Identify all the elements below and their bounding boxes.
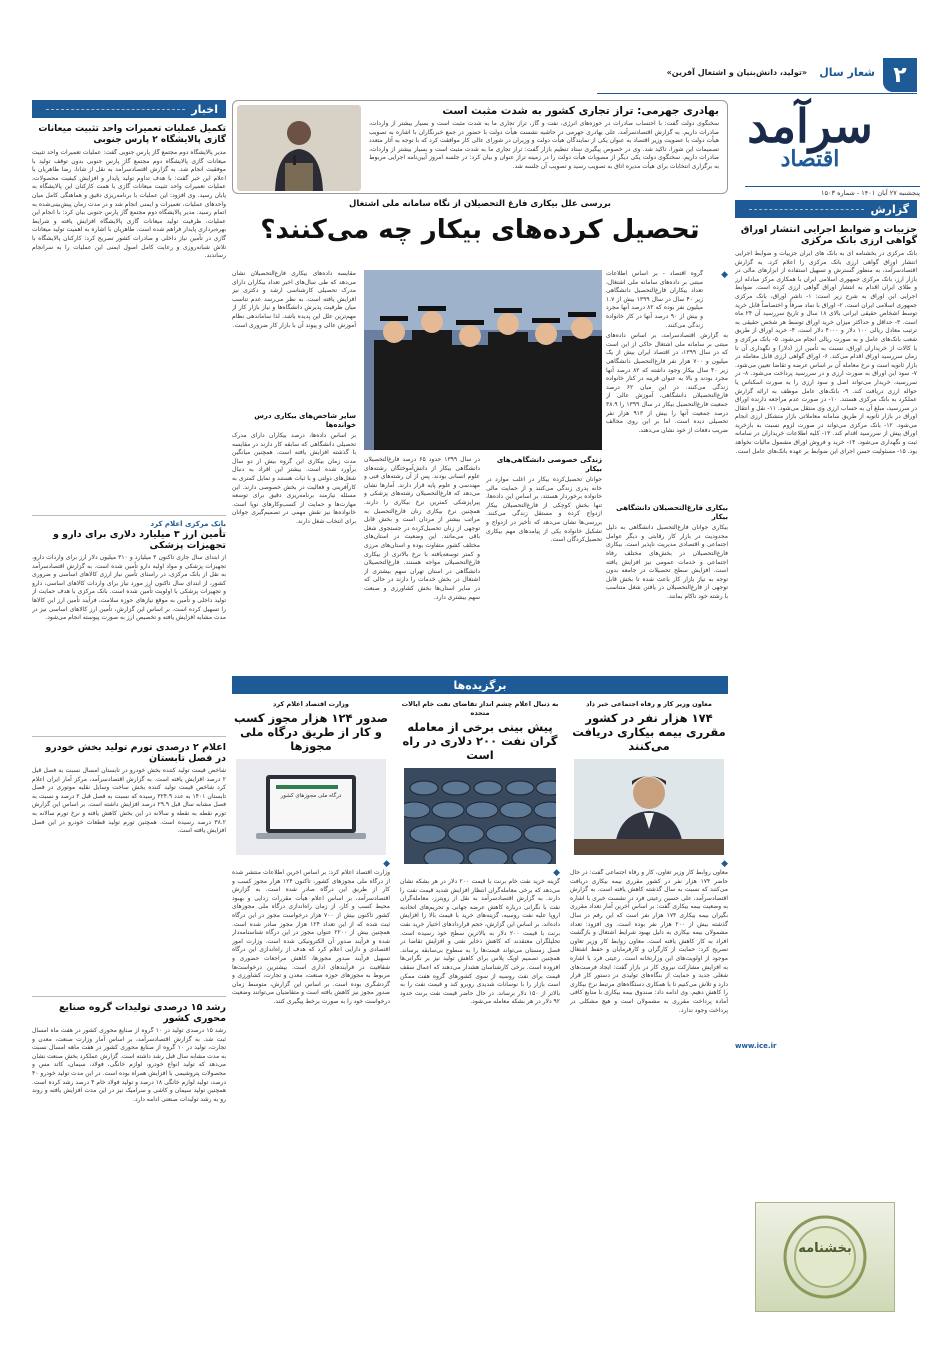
news-story-2-body: از ابتدای سال جاری تاکنون ۳ میلیارد و ۳۱۰ میلیون دلار ارز برای واردات دارو، تجهیزات پزشکی و مواد اولیه دارو تأمین شده است. به گزارش اقتصادسرآمد به نقل از بانک مرکزی، در راستای تأمین نیاز ارزی کالاهای اساسی و ضروری کشور، از ابتدای سال تاکنون ارز مورد نیاز برای واردات کالاهای اساسی، دارو و تجهیزات پزشکی با اولویت تأمین شده است. بانک مرکزی با هدف حمایت از تولید داخلی و تأمین به موقع نیازهای حوزه سلامت، فرآیند تأمین ارز این کالاها را تسهیل کرده است. بر اساس این گزارش، تأمین ارز کالاهای اساسی نیز در مدت مشابه افزایش یافته و تخصیص ارز به صورت پیوسته انجام می‌شود. <box>32 554 226 622</box>
news-story-3-body: شاخص قیمت تولید کننده بخش خودرو در تابستان امسال نسبت به فصل قبل ۲ درصد افزایش یافته است. به گزارش اقتصادسرآمد، مرکز آمار ایران اعلام کرد شاخص قیمت تولید کننده بخش ساخت وسایل نقلیه موتوری در فصل تابستان ۱۴۰۱ به عدد ۳۲۴.۹ رسیده که نسبت به فصل قبل ۲ درصد و نسبت به فصل مشابه سال قبل ۲۹.۹ درصد افزایش داشته است. بر اساس این گزارش تورم نقطه به نقطه و سالانه در این بخش کاهش یافته و نرخ تورم سالانه به ۳۸.۲ درصد رسیده است. همچنین تورم تولید قطعات خودرو در این فصل افزایش یافته است. <box>32 767 226 835</box>
brand-mark-icon: ◆ <box>553 868 560 878</box>
divider <box>32 996 226 997</box>
feature-subhead-2: زندگی خصوصی دانشگاهی‌های بیکار <box>496 456 602 473</box>
news-story-3 <box>32 742 226 992</box>
slogan-text: «تولید، دانش‌بنیان و اشتغال آفرین» <box>666 68 807 77</box>
feature-article <box>232 200 728 670</box>
news-story-4-title: رشد ۱۵ درصدی تولیدات گروه صنایع محوری کشور <box>58 1002 226 1024</box>
feature-body-2: بیکاری جوانان فارغ‌التحصیل دانشگاهی به دلیل محدودیت در بازار کار رقابتی و دیگر عوامل اجتماعی و اقتصادی مدیریت ناپذیر است. بیکاری فارغ‌التحصیلان در بخش‌های مختلف رفاه اجتماعی و خدمات عمومی نیز افزایش یافته است. افزایش سطح تحصیلات در جامعه بدون توجه به نیاز بازار کار باعث شده تا بخش قابل توجهی از فارغ‌التحصیلان در یافتن شغل متناسب با رشته خود ناکام بمانند. <box>606 524 728 600</box>
oil-barrels-illustration <box>404 768 556 864</box>
speaker-illustration <box>237 105 361 191</box>
report-title: جزییات و ضوابط اجرایی انتشار اوراق گواهی ارزی بانک مرکزی <box>740 224 917 246</box>
highlight-1-body: معاون روابط کار وزیر تعاون، کار و رفاه اجتماعی گفت: در حال حاضر ۱۷۴ هزار نفر در کشور مقرری بیمه بیکاری دریافت می‌کنند که نسبت به سال گذشته کاهش یافته است. به گزارش اقتصادسرآمد، علی حسین رعیتی فرد در نشست خبری با اشاره به وضعیت بیمه بیکاری گفت: بر اساس آخرین آمار تعداد مقرری بگیران بیمه بیکاری ۱۷۴ هزار نفر است که این رقم در سال گذشته بیش از ۲۰۰ هزار نفر بوده است. وی افزود: تعداد مشمولان بیمه بیکاری به دلیل بهبود شرایط اشتغال و بازگشت افراد به کار کاهش یافته است. معاون روابط کار وزیر تعاون تصریح کرد: حمایت از کارگران و کارفرمایان و حفظ اشتغال موجود از اولویت‌های این وزارتخانه است. رعیتی فرد با اشاره به افزایش مشارکت نیروی کار در بازار گفت: ایجاد فرصت‌های شغلی جدید و حمایت از بنگاه‌های تولیدی در دستور کار قرار دارد و تلاش می‌کنیم تا با همکاری دستگاه‌های مرتبط نرخ بیکاری را کاهش دهیم. وی ادامه داد: صندوق بیمه بیکاری با منابع کافی آماده پرداخت مقرری به مشمولان است و هیچ مشکلی در پرداخت وجود ندارد. <box>570 869 728 1014</box>
feature-photo <box>364 270 602 450</box>
highlight-2 <box>400 700 560 1316</box>
report-header-label: گزارش <box>870 202 909 216</box>
feature-subhead-1: بیکاری فارغ‌التحصیلان دانشگاهی بیکار <box>616 504 728 522</box>
feature-col-left <box>232 270 356 665</box>
highlight-3-body: وزارت اقتصاد اعلام کرد: بر اساس آخرین اطلاعات منتشر شده از درگاه ملی مجوزهای کشور، تاکنون ۱۲۴ هزار مجوز کسب و کار از طریق این درگاه صادر شده است. به گزارش اقتصادسرآمد، بر اساس اعلام هیأت مقررات زدایی و بهبود محیط کسب و کار، از زمان راه‌اندازی درگاه ملی مجوزهای کشور تاکنون بیش از ۷۰۰ هزار درخواست مجوز در این درگاه ثبت شده که از این تعداد ۱۲۴ هزار مجوز صادر شده است. همچنین بیش از ۲۲۰۰ عنوان مجوز در این درگاه شناسنامه‌دار شده و فرآیند صدور آن الکترونیکی شده است. وزارت امور اقتصادی و دارایی اعلام کرد که هدف از راه‌اندازی این درگاه تسهیل فرآیند صدور مجوزها، کاهش مراجعات حضوری و شفافیت در فرآیندهای اداری است. بیشترین درخواست‌ها مربوط به مجوزهای حوزه صنعت، معدن و تجارت، کشاورزی و گردشگری بوده است. بر اساس این گزارش، متوسط زمان صدور مجوز نیز کاهش یافته است و متقاضیان می‌توانند وضعیت درخواست خود را به صورت برخط پیگیری کنند. <box>232 869 390 1005</box>
ornament-icon <box>780 1212 870 1302</box>
feature-col-right <box>606 270 728 665</box>
report-site: www.ice.ir <box>735 1042 777 1050</box>
news-header <box>32 100 226 118</box>
feature-body-1: به گزارش اقتصادسرآمد، بر اساس داده‌های مبتنی بر سامانه ملی اشتغال حاکی از این است که در سال ۱۳۹۹، در اقتصاد ایران بیش از یک میلیون و ۷۰۰ هزار نفر فارغ‌التحصیل دانشگاهی زیر ۴۰ سال بیکار وجود داشته که ۸۲ درصد آنها مجرد بودند و بالا به عنوان قرینه در کنار خانواده زندگی می‌کنند. در این میان ۶۲ درصد فارغ‌التحصیلان دانشگاهی، آموزش عالی از جمعیت فارغ‌التحصیل بیکار در سال ۱۳۹۹ را ۳۸.۹ درصد جمعیت آنها را بیش از ۹۱۳ هزار نفر تحصیلی دیده است. اما بر این روی مخالف ضریب دفعات از خود نشان می‌دهند. <box>606 332 728 434</box>
highlight-1-kicker: معاون وزیر کار و رفاه اجتماعی خبر داد <box>586 700 712 708</box>
divider <box>32 736 226 737</box>
news-story-2 <box>32 520 226 730</box>
logo <box>735 100 885 186</box>
feature-col-mid <box>364 456 602 665</box>
highlight-3 <box>232 700 390 1316</box>
brand-mark-icon: ◆ <box>721 270 728 280</box>
feature-title: تحصیل کرده‌های بیکار چه می‌کنند؟ <box>260 215 700 245</box>
highlight-3-photo <box>236 759 386 855</box>
top-story-photo <box>237 105 361 191</box>
news-story-1-body: مدیر پالایشگاه دوم مجتمع گاز پارس جنوبی گفت: عملیات تعمیرات واحد تثبیت میعانات گازی پالایشگاه دوم مجتمع گاز پارس جنوبی بدون توقف تولید با موفقیت انجام شد. به گزارش اقتصادسرآمد به نقل از شانا، رضا طاهریان با اعلام این خبر گفت: با هدف تداوم تولید پایدار و افزایش کیفیت محصولات، عملیات تعمیرات واحد تثبیت میعانات گازی با همت کارکنان این پالایشگاه به پایان رسید. وی افزود: این عملیات با برنامه‌ریزی دقیق و هماهنگی کامل میان واحدهای عملیات، تعمیرات و ایمنی انجام شد و در مدت زمان پیش‌بینی‌شده به اتمام رسید. مدیر پالایشگاه دوم مجتمع گاز پارس جنوبی بیان کرد: با انجام این عملیات، ظرفیت تولید میعانات گازی پالایشگاه افزایش یافته و شرایط بهره‌برداری پایدار فراهم شده است. طاهریان با اشاره به اهمیت تولید میعانات گازی در تأمین نیاز داخلی و صادرات کشور تصریح کرد: کارکنان پالایشگاه با تلاش شبانه‌روزی و رعایت کامل اصول ایمنی این عملیات را به سرانجام رساندند. <box>32 149 226 260</box>
news-story-1-title: تکمیل عملیات تعمیرات واحد تثبیت میعانات گازی پالایشگاه ۲ پارس جنوبی <box>38 124 226 145</box>
highlights <box>232 676 728 1320</box>
report-body: بانک مرکزی در بخشنامه ای به بانک های ایران جزییات و ضوابط اجرایی انتشار اوراق گواهی ارزی بانک مرکزی را اعلام کرد. به گزارش اقتصادسرآمد، به منظور گسترش و تسهیل استفاده از ابزارهای مالی در بازار ارز، بانک مرکزی جمهوری اسلامی ایران با همکاری مرکز مبادله ارز و طلای ایران اقدام به انتشار اوراق گواهی ارزی کرده است. ضوابط اجرایی این اوراق به شرح زیر است: ۱- ناشر اوراق، بانک مرکزی جمهوری اسلامی ایران است. ۲- اوراق با نماد صرفاً و اختصاصاً قابل خرید توسط اشخاص حقیقی ایرانی بالای ۱۸ سال و تاریخ سررسید آن ۲۴ ماه است. ۳- حداقل و حداکثر میزان خرید اوراق توسط هر شخص حقیقی به ترتیب معادل ریالی ۱۰۰ دلار و ۴۰۰۰ دلار است. ۴- خرید اوراق از طریق شعب بانک‌های عامل و به صورت ریالی انجام می‌شود. ۵- بانک مرکزی و یا کالات از خریداران اوراق، نسبت به تأمین ارز (دلار) و نگهداری آن تا زمان سررسید اوراق اقدام می‌کند. ۶- اوراق گواهی ارزی قابل معامله در بازار ثانویه است و نرخ معامله آن بر اساس عرضه و تقاضا تعیین می‌شود. ۷- سود این اوراق به صورت ارزی و در سررسید پرداخت می‌شود. ۸- در سررسید، خریدار می‌تواند اصل و سود ارزی را به صورت اسکناس یا حواله ارزی دریافت کند. ۹- بانک‌های عامل موظف به ارائه گزارش عملکرد به بانک مرکزی هستند. ۱۰- در صورت عدم مراجعه دارنده اوراق در سررسید، مبلغ آن به حساب ارزی وی منتقل می‌شود. ۱۱- نقل و انتقال اوراق در بازار ثانویه از طریق سامانه معاملاتی بازار متشکل ارزی انجام می‌شود. ۱۲- بانک مرکزی می‌تواند در صورت لزوم نسبت به بازخرید اوراق پیش از سررسید اقدام کند. ۱۳- کلیه اطلاعات خریداران در سامانه ثبت و نگهداری می‌شود. ۱۴- خرید و فروش اوراق مشمول مالیات نخواهد بود. ۱۵- مسئولیت حسن اجرای این ضوابط بر عهده بانک‌های عامل است. <box>735 250 917 455</box>
masthead-bar <box>597 58 917 94</box>
feature-body-4: در سال ۱۳۹۹ حدود ۶۵ درصد فارغ‌التحصیلان دانشگاهی بیکار از دانش‌آموختگان رشته‌های علوم انسانی بودند. پس از آن رشته‌های فنی و مهندسی و علوم پایه قرار دارند. آمارها نشان می‌دهد که فارغ‌التحصیلان رشته‌های پزشکی و پیراپزشکی کمترین نرخ بیکاری را دارند. همچنین نرخ بیکاری زنان فارغ‌التحصیل به مراتب بیشتر از مردان است و بخش قابل توجهی از زنان تحصیل‌کرده در جستجوی شغل باقی می‌مانند. این وضعیت در استان‌های مختلف کشور متفاوت بوده و استان‌های مرزی و کمتر توسعه‌یافته با نرخ بالاتری از بیکاری فارغ‌التحصیلان مواجه هستند. فارغ‌التحصیلان دانشگاهی در استان تهران سهم بیشتری از اشتغال در بخش خدمات را دارند در حالی که در سایر استان‌ها بخش کشاورزی و صنعت سهم بیشتری دارد. <box>364 456 480 601</box>
feature-body-5: مقایسه داده‌های بیکاری فارغ‌التحصیلان نشان می‌دهد که طی سال‌های اخیر تعداد بیکاران دارای مدرک تحصیلی کارشناسی ارشد و دکتری نیز افزایش یافته است. به نظر می‌رسد عدم تناسب میان ظرفیت پذیرش دانشگاه‌ها و نیاز بازار کار از مهم‌ترین علل این پدیده باشد. لذا ساماندهی نظام آموزش عالی و پیوند آن با بازار کار ضروری است. <box>232 270 356 329</box>
highlight-1-title: ۱۷۴ هزار نفر در کشور مقرری بیمه بیکاری دریافت می‌کنند <box>572 711 726 753</box>
graduates-illustration <box>364 270 602 450</box>
news-story-4 <box>32 1002 226 1318</box>
news-story-4-body: رشد ۱۵ درصدی تولید در ۱۰ گروه از صنایع محوری کشور در هفت ماه امسال ثبت شد. به گزارش اقتصادسرآمد، بر اساس آمار وزارت صنعت، معدن و تجارت، تولید در ۱۰ گروه از صنایع محوری کشور در هفت ماهه امسال نسبت به مدت مشابه سال قبل رشد داشته است. گزارش عملکرد بخش صنعت نشان می‌دهد که تولید انواع خودرو، لوازم خانگی، فولاد، سیمان، کاتد مس و محصولات پتروشیمی با افزایش همراه بوده است. در این مدت تولید خودرو ۴۰ درصد، تولید لوازم خانگی ۱۸ درصد و تولید فولاد خام ۴ درصد رشد کرده است. همچنین تولید سیمان و کاشی و سرامیک نیز در این مدت افزایش یافته و روند رو به رشد تولیدات صنعتی ادامه دارد. <box>32 1027 226 1103</box>
highlight-2-photo <box>404 768 556 864</box>
highlight-1 <box>570 700 728 1316</box>
highlight-3-kicker: وزارت اقتصاد اعلام کرد <box>273 700 349 708</box>
feature-col-mid-right <box>486 456 602 665</box>
highlights-header <box>232 676 728 694</box>
date-line: پنجشنبه ۲۷ آبان ۱۴۰۱ - شماره ۱۵۰۳ <box>745 186 920 196</box>
ad-box <box>755 1202 895 1312</box>
top-story-body: سخنگوی دولت گفت: با احتساب صادرات در حوزه‌های انرژی، نفت و گاز، تراز تجاری ما به شدت مثبت است و بسیار بیشتر از واردات، صادرات داریم. به گزارش اقتصادسرآمد، علی بهادری جهرمی در حاشیه نشست هیأت دولت با حضور در جمع خبرنگاران با اشاره به تصویب هیأت دولت با عضویت وزیر اقتصاد به عنوان یکی از نمایندگان هیأت دولت و وزیران در شورای عالی کار موافقت کرد که با توجه به آثار متعدد تصمیمات این شورا، تاکید شد. وی در خصوص پیگیری ستاد تنظیم بازار گفت: تراز تجاری ما به شدت مثبت است و بسیار بیشتر از واردات، صادرات داریم. سخنگوی دولت یکی دیگر از مصوبات هیأت دولت را در زمینه تراز عنوان و بیان کرد: در جلسه امروز آیین‌نامه اجرایی مربوط به برگزاری انتخابات برای هیأت مدیره اتاق به تصویب رسید و تصویب آن جلسه شد. <box>369 120 719 170</box>
ad-label: بخشنامه <box>798 1241 852 1256</box>
highlight-3-title: صدور ۱۲۴ هزار مجوز کسب و کار از طریق درگاه ملی مجوزها <box>233 711 389 753</box>
official-portrait-illustration <box>574 759 724 855</box>
brand-mark-icon: ◆ <box>721 859 728 869</box>
news-header-label: اخبار <box>191 102 218 116</box>
laptop-illustration <box>236 759 386 855</box>
report-column <box>735 200 917 1320</box>
feature-intro: گروه اقتصاد - بر اساس اطلاعات مبتنی بر داده‌های سامانه ملی اشتغال، تعداد بیکاران فارغ‌التحصیل دانشگاهی زیر ۴۰ سال در سال ۱۳۹۹ بیش از ۱.۷ میلیون نفر بوده که ۸۲ درصد آنها مجرد و بیش از ۹۰ درصد آنها در کار خانواده زندگی می‌کنند. <box>606 270 703 329</box>
feature-kicker: بررسی علل بیکاری فارغ التحصیلان از نگاه سامانه ملی اشتغال <box>349 199 611 209</box>
top-story-title: بهادری جهرمی: تراز تجاری کشور به شدت مثبت است <box>442 105 719 117</box>
logo-word-sub: اقتصاد <box>780 146 840 172</box>
feature-subhead-3: سایر شاخص‌های بیکاری درس خوانده‌ها <box>254 412 356 429</box>
news-story-2-kicker: بانک مرکزی اعلام کرد <box>150 520 226 528</box>
highlights-header-label: برگزیده‌ها <box>453 678 507 692</box>
news-column <box>32 100 226 1320</box>
logo-word-main: سرآمد <box>747 99 873 153</box>
feature-body-3: جوانان تحصیل‌کرده بیکار در اغلب موارد در خانه پدری زندگی می‌کنند و از حمایت مالی خانواده برخوردار هستند. بر اساس این داده‌ها، تنها بخش کوچکی از فارغ‌التحصیلان بیکار ازدواج کرده و مستقل زندگی می‌کنند. بررسی‌ها نشان می‌دهد که تأخیر در ازدواج و تشکیل خانواده یکی از پیامدهای مهم بیکاری تحصیل‌کردگان است. <box>486 476 602 544</box>
divider <box>32 515 226 516</box>
highlight-2-body: گزینه خرید نفت خام برنت با قیمت ۲۰۰ دلار در هر بشکه نشان می‌دهد که برخی معامله‌گران انتظار افزایش شدید قیمت نفت را دارند. به گزارش اقتصادسرآمد به نقل از رویترز، معامله‌گران نفت با نگرانی درباره کاهش عرضه جهانی و تحریم‌های اتحادیه اروپا علیه نفت روسیه، گزینه‌های خرید با قیمت بالا را افزایش داده‌اند. بر اساس این گزارش، حجم قراردادهای اختیار خرید نفت برنت با قیمت ۲۰۰ دلار به بالاترین سطح خود رسیده است. تحلیلگران معتقدند که کاهش ذخایر نفتی و افزایش تقاضا در فصل زمستان می‌تواند قیمت‌ها را به سطوح بی‌سابقه برساند. همچنین تصمیم اوپک پلاس برای کاهش تولید نیز بر نگرانی‌ها افزوده است. برخی کارشناسان هشدار می‌دهند که اعمال سقف قیمت برای نفت روسیه از سوی کشورهای گروه هفت ممکن است بازار را با نوسانات شدیدی روبرو کند و قیمت نفت را به بالاتر از ۱۵۰ دلار برساند. در حال حاضر قیمت نفت برنت حدود ۹۲ دلار در هر بشکه معامله می‌شود. <box>400 878 560 1006</box>
highlight-3-screen-text: درگاه ملی مجوزهای کشور <box>280 793 342 799</box>
slogan-section-label: شعار سال <box>819 66 875 79</box>
news-story-3-title: اعلام ۲ درصدی تورم تولید بخش خودرو در فصل تابستان <box>45 742 226 764</box>
page-number: ۲ <box>883 58 917 92</box>
news-story-1 <box>32 124 226 512</box>
highlight-2-kicker: به دنبال اعلام چشم انداز تقاضای نفت خام ایالات متحده <box>401 700 559 717</box>
feature-body-6: بر اساس داده‌ها، درصد بیکاران دارای مدرک تحصیلی دانشگاهی که سابقه کار دارند در مقایسه با گذشته افزایش یافته است. همچنین میانگین مدت زمان بیکاری این گروه بیش از دو سال برآورد شده است. بیشتر این افراد به دنبال شغل‌های دولتی و با ثبات هستند و تمایل کمتری به کارآفرینی و فعالیت در بخش خصوصی دارند. این مسئله نیازمند برنامه‌ریزی دقیق برای توسعه مهارت‌ها و حمایت از کسب‌وکارهای نوپا است. خانواده‌ها نیز نقش مهمی در تصمیم‌گیری جوانان برای انتخاب شغل دارند. <box>232 432 356 525</box>
highlight-1-photo <box>574 759 724 855</box>
news-story-2-title: تأمین ارز ۳ میلیارد دلاری برای دارو و تجهیزات پزشکی <box>52 529 226 551</box>
report-header <box>735 200 917 218</box>
brand-mark-icon: ◆ <box>383 859 390 869</box>
highlight-2-title: پیش بینی برخی از معامله گران نفت ۲۰۰ دلاری در راه است <box>402 720 558 762</box>
top-story <box>232 100 728 194</box>
